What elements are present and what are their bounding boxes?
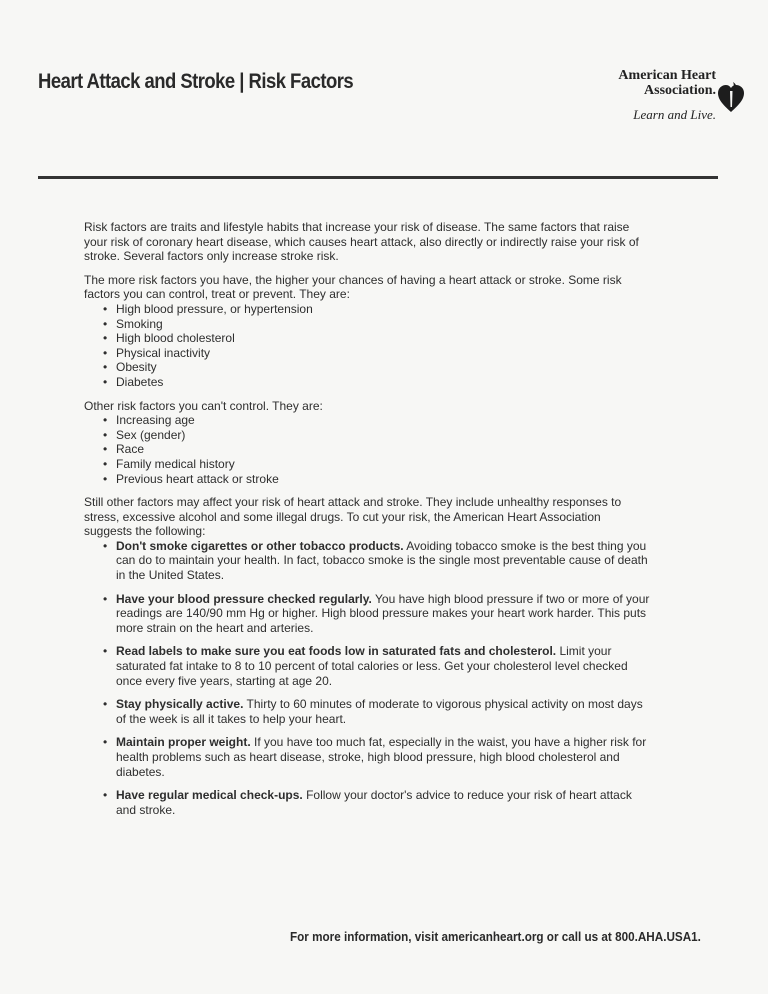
uncontrollable-risk-list: [84, 413, 650, 486]
tip-heading: Read labels to make sure you eat foods low in saturated fats and cholesterol.: [116, 644, 557, 659]
document-body: [84, 220, 650, 826]
list-item: • High blood pressure, or hypertension: [116, 302, 650, 317]
aha-logo: [618, 68, 716, 123]
list-item: • Diabetes: [116, 375, 650, 390]
list-item: • Race: [116, 442, 650, 457]
tip-body: Follow your doctor's advice to reduce your risk of heart attack and stroke.: [116, 788, 632, 817]
tip-body: Avoiding tobacco smoke is the best thing you can do to maintain your health. In fact, tobacco smoke is the single most preventable cause of death in the United States.: [116, 538, 648, 583]
list-item: • Smoking: [116, 317, 650, 332]
list-item: • Increasing age: [116, 413, 650, 428]
logo-line2: Association.: [644, 83, 716, 98]
heart-torch-icon: [716, 80, 746, 114]
tip-item: [116, 592, 650, 636]
controllable-risk-list: [84, 302, 650, 390]
tip-item: [116, 735, 650, 779]
intro-paragraph-1: Risk factors are traits and lifestyle habits that increase your risk of disease. The same factors that raise your risk of coronary heart disease, which causes heart attack, also directly or indirectly raise your risk of stroke. Several factors only increase stroke risk.: [84, 220, 639, 264]
tip-heading: Don't smoke cigarettes or other tobacco products.: [116, 538, 404, 553]
list-item: • Family medical history: [116, 457, 650, 472]
tip-heading: Stay physically active.: [116, 697, 244, 712]
tip-body: You have high blood pressure if two or more of your readings are 140/90 mm Hg or higher. High blood pressure makes your heart work harder. This puts more strain on the heart and arteries.: [116, 591, 650, 635]
list-item: • Previous heart attack or stroke: [116, 472, 650, 487]
logo-tagline: Learn and Live.: [633, 107, 716, 122]
list-item: • Physical inactivity: [116, 346, 650, 361]
list-item: • High blood cholesterol: [116, 331, 650, 346]
list-item: • Sex (gender): [116, 428, 650, 443]
tip-heading: Have regular medical check-ups.: [116, 788, 303, 803]
tip-item: [116, 697, 650, 726]
list-item: • Obesity: [116, 360, 650, 375]
page-title: Heart Attack and Stroke | Risk Factors: [38, 70, 354, 93]
intro-paragraph-2: The more risk factors you have, the higher your chances of having a heart attack or stroke. Some risk factors you can control, treat or prevent. They are:: [84, 272, 622, 302]
tip-body: Thirty to 60 minutes of moderate to vigorous physical activity on most days of the week is all it takes to help your heart.: [116, 697, 643, 726]
tip-body: Limit your saturated fat intake to 8 to 10 percent of total calories or less. Get your cholesterol level checked once every five years, starting at age 20.: [116, 644, 628, 688]
tip-body: If you have too much fat, especially in the waist, you have a higher risk for health problems such as heart disease, stroke, high blood pressure, high blood cholesterol and diabetes.: [116, 735, 647, 779]
tip-item: [116, 644, 650, 688]
tip-item: [116, 788, 650, 817]
tip-heading: Maintain proper weight.: [116, 735, 251, 750]
logo-line1: American Heart: [618, 68, 716, 83]
uncontrollable-intro: Other risk factors you can't control. They are:: [84, 398, 323, 413]
recommendations-list: [84, 539, 650, 818]
footer-contact: For more information, visit americanheart.org or call us at 800.AHA.USA1.: [290, 929, 701, 944]
other-factors-intro: Still other factors may affect your risk of heart attack and stroke. They include unhealthy responses to stress, excessive alcohol and some illegal drugs. To cut your risk, the American Heart Association suggests the following:: [84, 495, 622, 539]
tip-heading: Have your blood pressure checked regularly.: [116, 591, 372, 606]
header-divider: [38, 176, 718, 179]
tip-item: [116, 539, 650, 583]
